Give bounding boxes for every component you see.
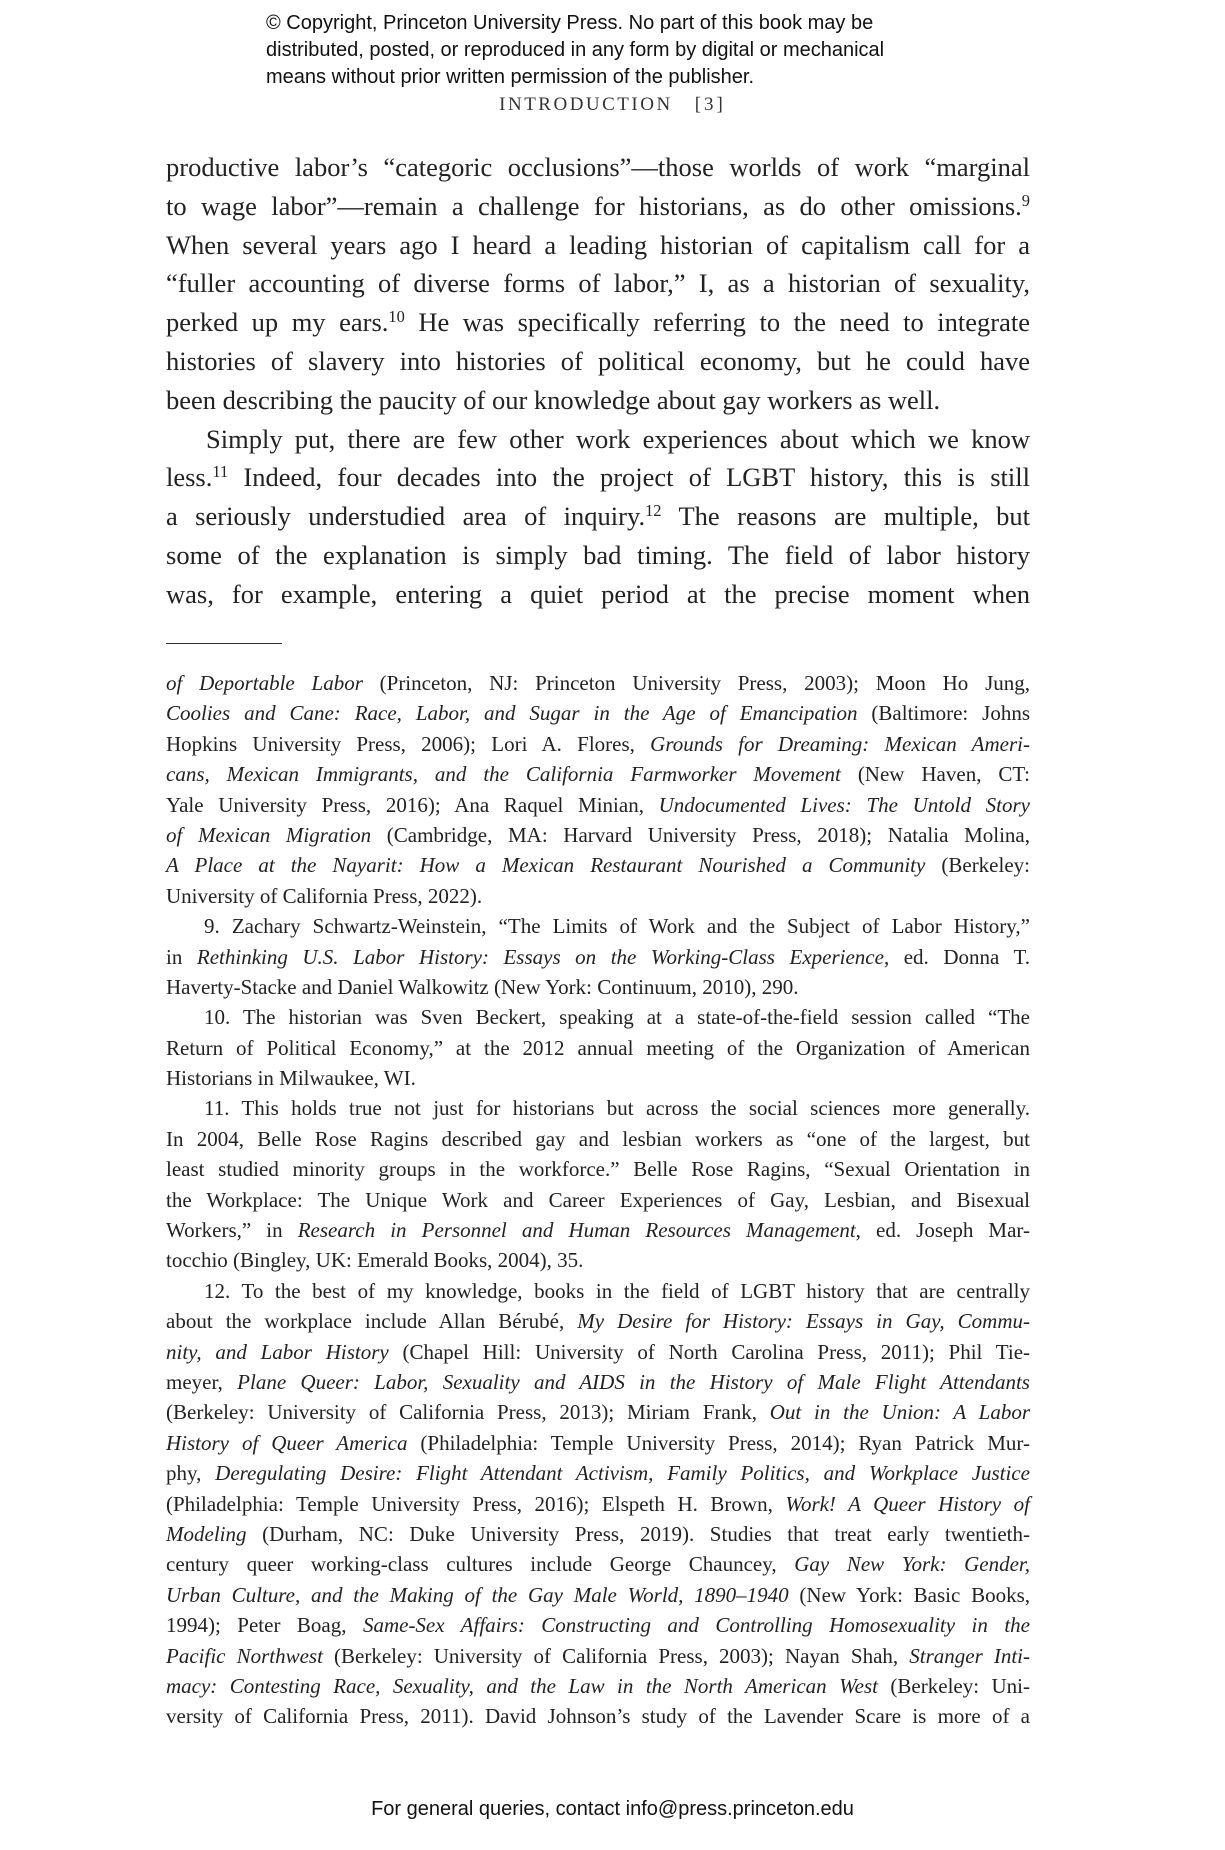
- text-run: meyer,: [166, 1369, 238, 1394]
- italic-title: Grounds for Dreaming: Mexican Ameri-: [650, 731, 1030, 756]
- footnote-line: [166, 1306, 1030, 1336]
- footnote-line: [166, 1215, 1030, 1245]
- footnote-line: [166, 1580, 1030, 1610]
- text-run: When several years ago I heard a leading historian of capitalism call for a: [166, 229, 1030, 260]
- text-run: , ed. Donna T.: [883, 944, 1030, 969]
- footnote-reference: 10: [388, 307, 405, 327]
- text-run: less.: [166, 462, 213, 493]
- section-title: INTRODUCTION: [499, 94, 673, 115]
- italic-title: Plane Queer: Labor, Sexuality and AIDS in the History of Male Flight Attendants: [237, 1369, 1030, 1394]
- text-run: phy,: [166, 1461, 216, 1486]
- text-run: least studied minority groups in the workforce.” Belle Rose Ragins, “Sexual Orientation in: [166, 1157, 1030, 1182]
- body-line: [166, 420, 1030, 459]
- italic-title: Rethinking U.S. Labor History: Essays on the Working-Class Experience: [196, 944, 884, 969]
- footnote-line: [166, 1701, 1030, 1731]
- italic-title: Deregulating Desire: Flight Attendant Activism, Family Politics, and Workplace Justice: [215, 1461, 1030, 1486]
- text-run: (Durham, NC: Duke University Press, 2019). Studies that treat early twentieth-: [246, 1521, 1030, 1546]
- text-run: (Berkeley:: [925, 853, 1030, 878]
- footnote-line: [166, 972, 1030, 1002]
- text-run: He was specifically referring to the need to integrate: [404, 307, 1030, 338]
- text-run: 11. This holds true not just for historians but across the social sciences more generally.: [204, 1096, 1030, 1121]
- text-run: Indeed, four decades into the project of LGBT history, this is still: [228, 462, 1030, 493]
- italic-title: Pacific Northwest: [166, 1643, 323, 1668]
- footnote-reference: 11: [212, 462, 229, 482]
- footnote-line: [166, 1154, 1030, 1184]
- page-number: [3]: [694, 94, 726, 115]
- text-run: (Berkeley: University of California Press, 2013); Miriam Frank,: [166, 1400, 770, 1425]
- text-run: Haverty-Stacke and Daniel Walkowitz (New York: Continuum, 2010), 290.: [166, 974, 799, 999]
- text-run: perked up my ears.: [166, 307, 389, 338]
- text-run: , ed. Joseph Mar-: [855, 1218, 1030, 1243]
- text-run: Hopkins University Press, 2006); Lori A. Flores,: [166, 731, 651, 756]
- text-run: Yale University Press, 2016); Ana Raquel Minian,: [166, 792, 659, 817]
- footnote-line: [166, 942, 1030, 972]
- body-line: [166, 148, 1030, 187]
- footnote-line: [166, 1641, 1030, 1671]
- text-run: in: [166, 944, 197, 969]
- text-run: Simply put, there are few other work experiences about which we know: [206, 423, 1030, 454]
- text-run: (Cambridge, MA: Harvard University Press, 2018); Natalia Molina,: [371, 822, 1030, 847]
- text-run: (Philadelphia: Temple University Press, 2016); Elspeth H. Brown,: [166, 1491, 786, 1516]
- copyright-line: means without prior written permission of the publisher.: [266, 66, 755, 88]
- text-run: “fuller accounting of diverse forms of labor,” I, as a historian of sexuality,: [166, 268, 1030, 299]
- body-line: [166, 381, 1030, 420]
- running-head: [0, 94, 1225, 116]
- footnote-divider: [166, 643, 282, 644]
- footnote-line: [166, 1458, 1030, 1488]
- copyright-line: distributed, posted, or reproduced in any form by digital or mechanical: [266, 39, 885, 61]
- italic-title: My Desire for History: Essays in Gay, Commu-: [577, 1309, 1030, 1334]
- footnote-line: [166, 1033, 1030, 1063]
- text-run: to wage labor”—remain a challenge for historians, as do other omissions.: [166, 190, 1022, 221]
- footnote-line: [166, 1337, 1030, 1367]
- body-line: [166, 187, 1030, 226]
- text-run: The reasons are multiple, but: [661, 501, 1030, 532]
- footnote-line: [166, 1124, 1030, 1154]
- footnote-line: [166, 1397, 1030, 1427]
- footnote-reference: 9: [1021, 190, 1030, 210]
- footnote-line: [166, 1002, 1030, 1032]
- footnote-line: [166, 1185, 1030, 1215]
- body-line: [166, 303, 1030, 342]
- footnote-line: [166, 1093, 1030, 1123]
- text-run: Historians in Milwaukee, WI.: [166, 1066, 416, 1091]
- body-line: [166, 458, 1030, 497]
- italic-title: A Place at the Nayarit: How a Mexican Restaurant Nourished a Community: [166, 853, 926, 878]
- italic-title: Gay New York: Gender,: [794, 1552, 1030, 1577]
- text-run: (Baltimore: Johns: [857, 701, 1030, 726]
- footnote-line: [166, 1276, 1030, 1306]
- text-run: the Workplace: The Unique Work and Career Experiences of Gay, Lesbian, and Bisexual: [166, 1187, 1030, 1212]
- text-run: histories of slavery into histories of political economy, but he could have: [166, 345, 1030, 376]
- italic-title: Coolies and Cane: Race, Labor, and Sugar in the Age of Emancipation: [166, 701, 858, 726]
- text-run: tocchio (Bingley, UK: Emerald Books, 2004), 35.: [166, 1248, 584, 1273]
- italic-title: Research in Personnel and Human Resources Management: [297, 1218, 856, 1243]
- footnote-line: [166, 1489, 1030, 1519]
- footnote-line: [166, 759, 1030, 789]
- body-line: [166, 342, 1030, 381]
- italic-title: of Mexican Migration: [166, 822, 372, 847]
- text-run: (Philadelphia: Temple University Press, 2014); Ryan Patrick Mur-: [407, 1430, 1030, 1455]
- footnotes: [166, 668, 1030, 1732]
- footnote-line: [166, 911, 1030, 941]
- italic-title: Same-Sex Affairs: Constructing and Controlling Homosexuality in the: [362, 1613, 1030, 1638]
- italic-title: cans, Mexican Immigrants, and the California Farmworker Movement: [166, 762, 841, 787]
- text-run: Workers,” in: [166, 1218, 298, 1243]
- copyright-line: © Copyright, Princeton University Press. No part of this book may be: [266, 12, 874, 34]
- footnote-reference: 12: [645, 501, 662, 521]
- italic-title: History of Queer America: [166, 1430, 408, 1455]
- italic-title: Modeling: [166, 1521, 247, 1546]
- text-run: 1994); Peter Boag,: [166, 1613, 363, 1638]
- text-run: (Chapel Hill: University of North Carolina Press, 2011); Phil Tie-: [388, 1339, 1031, 1364]
- italic-title: Stranger Inti-: [909, 1643, 1031, 1668]
- body-line: [166, 264, 1030, 303]
- copyright-notice: [266, 10, 884, 91]
- text-run: productive labor’s “categoric occlusions”—those worlds of work “marginal: [166, 152, 1030, 182]
- text-run: In 2004, Belle Rose Ragins described gay and lesbian workers as “one of the largest, but: [166, 1126, 1030, 1151]
- text-run: versity of California Press, 2011). David Johnson’s study of the Lavender Scare is more of a: [166, 1704, 1030, 1729]
- text-run: (Berkeley: University of California Press, 2003); Nayan Shah,: [322, 1643, 910, 1668]
- footnote-line: [166, 1367, 1030, 1397]
- text-run: a seriously understudied area of inquiry.: [166, 501, 646, 532]
- text-run: 12. To the best of my knowledge, books in the field of LGBT history that are centrally: [204, 1278, 1030, 1303]
- italic-title: Undocumented Lives: The Untold Story: [658, 792, 1030, 817]
- footnote-line: [166, 729, 1030, 759]
- text-run: 10. The historian was Sven Beckert, speaking at a state-of-the-field session called “The: [204, 1005, 1030, 1030]
- footnote-line: [166, 698, 1030, 728]
- footnote-line: [166, 1549, 1030, 1579]
- footnote-line: [166, 820, 1030, 850]
- italic-title: Out in the Union: A Labor: [769, 1400, 1030, 1425]
- text-run: 9. Zachary Schwartz-Weinstein, “The Limits of Work and the Subject of Labor History,”: [204, 914, 1030, 939]
- text-run: was, for example, entering a quiet period at the precise moment when: [166, 578, 1030, 609]
- footnote-line: [166, 790, 1030, 820]
- body-line: [166, 575, 1030, 614]
- body-line: [166, 497, 1030, 536]
- body-line: [166, 536, 1030, 575]
- text-run: (New Haven, CT:: [840, 762, 1030, 787]
- italic-title: Urban Culture, and the Making of the Gay Male World, 1890–1940: [166, 1582, 789, 1607]
- footnote-line: [166, 1063, 1030, 1093]
- text-run: century queer working-class cultures include George Chauncey,: [166, 1552, 795, 1577]
- text-run: (New York: Basic Books,: [788, 1582, 1031, 1607]
- italic-title: nity, and Labor History: [166, 1339, 389, 1364]
- footnote-line: [166, 1519, 1030, 1549]
- text-run: about the workplace include Allan Bérubé,: [166, 1309, 578, 1334]
- italic-title: Work! A Queer History of: [785, 1491, 1030, 1516]
- italic-title: macy: Contesting Race, Sexuality, and the Law in the North American West: [166, 1673, 878, 1698]
- text-run: (Princeton, NJ: Princeton University Press, 2003); Moon Ho Jung,: [362, 671, 1030, 695]
- footnote-line: [166, 881, 1030, 911]
- text-run: been describing the paucity of our knowledge about gay workers as well.: [166, 384, 941, 415]
- footnote-line: [166, 850, 1030, 880]
- text-run: University of California Press, 2022).: [166, 883, 483, 908]
- footnote-line: [166, 1428, 1030, 1458]
- footnote-line: [166, 1610, 1030, 1640]
- text-run: (Berkeley: Uni-: [877, 1673, 1030, 1698]
- footnote-line: [166, 1671, 1030, 1701]
- footnote-line: [166, 668, 1030, 698]
- italic-title: of Deportable Labor: [166, 671, 363, 695]
- footer-contact: For general queries, contact info@press.princeton.edu: [371, 1798, 854, 1820]
- footnote-line: [166, 1245, 1030, 1275]
- body-line: [166, 226, 1030, 265]
- text-run: some of the explanation is simply bad timing. The field of labor history: [166, 539, 1030, 570]
- body-text: [166, 148, 1030, 614]
- text-run: Return of Political Economy,” at the 2012 annual meeting of the Organization of American: [166, 1035, 1030, 1060]
